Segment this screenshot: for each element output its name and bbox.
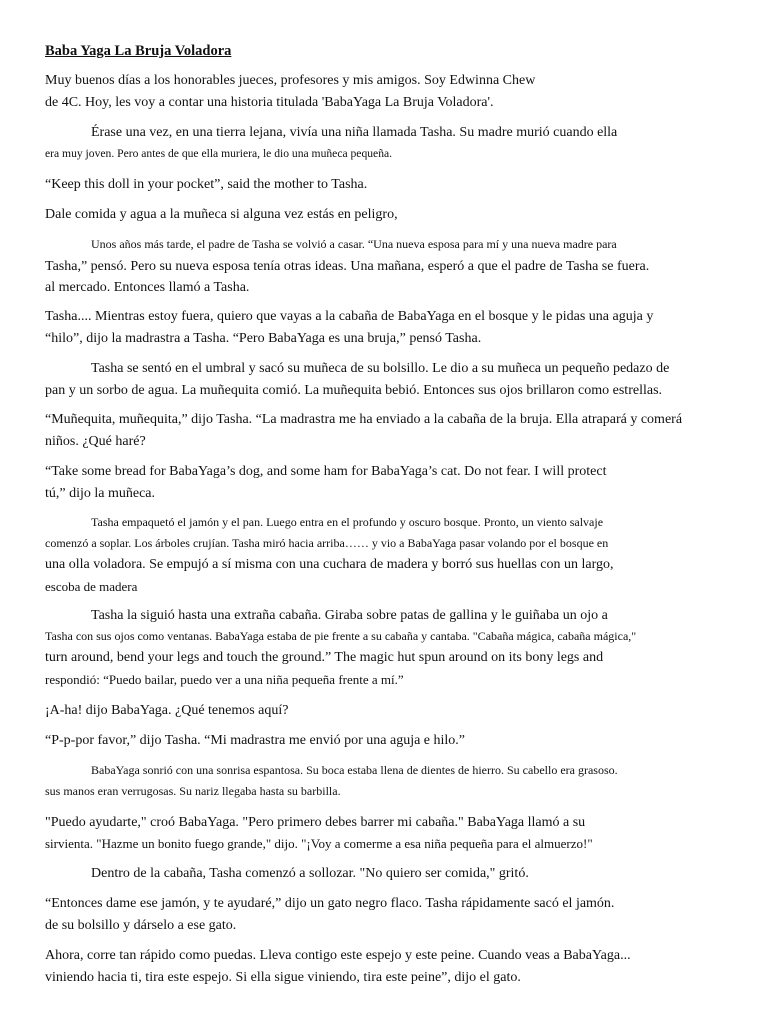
- text-line: “P-p-por favor,” dijo Tasha. “Mi madrastra me envió por una aguja e hilo.”: [45, 733, 466, 748]
- text-line: de su bolsillo y dárselo a ese gato.: [45, 918, 237, 933]
- text-line: Tasha la siguió hasta una extraña cabaña. Giraba sobre patas de gallina y le guiñaba un ojo a: [91, 608, 608, 623]
- text-line: "Puedo ayudarte," croó BabaYaga. "Pero primero debes barrer mi cabaña." BabaYaga llamó a su: [45, 815, 586, 830]
- text-line: viniendo hacia ti, tira este espejo. Si ella sigue viniendo, tira este peine”, dijo el gato.: [45, 970, 521, 985]
- text-line: “hilo”, dijo la madrastra a Tasha. “Pero BabaYaga es una bruja,” pensó Tasha.: [45, 331, 482, 346]
- text-line: tú,” dijo la muñeca.: [45, 486, 156, 501]
- text-line: “Keep this doll in your pocket”, said the mother to Tasha.: [45, 177, 368, 192]
- text-line: de 4C. Hoy, les voy a contar una historia titulada 'BabaYaga La Bruja Voladora'.: [45, 95, 494, 110]
- text-line: escoba de madera: [45, 579, 138, 594]
- text-line: BabaYaga sonrió con una sonrisa espantosa. Su boca estaba llena de dientes de hierro. Su cabello era grasoso.: [91, 763, 618, 777]
- text-line: una olla voladora. Se empujó a sí misma con una cuchara de madera y borró sus huellas con un largo,: [45, 557, 614, 572]
- text-line: Unos años más tarde, el padre de Tasha se volvió a casar. “Una nueva esposa para mí y una nueva madre para: [91, 237, 617, 251]
- text-line: al mercado. Entonces llamó a Tasha.: [45, 280, 250, 295]
- text-line: sirvienta. "Hazme un bonito fuego grande," dijo. "¡Voy a comerme a esa niña pequeña para el almuerzo!": [45, 836, 593, 851]
- text-line: turn around, bend your legs and touch the ground.” The magic hut spun around on its bony legs and: [45, 650, 604, 665]
- text-line: Tasha se sentó en el umbral y sacó su muñeca de su bolsillo. Le dio a su muñeca un pequeño pedazo de: [91, 361, 670, 376]
- text-line: pan y un sorbo de agua. La muñequita comió. La muñequita bebió. Entonces sus ojos brillaron como estrellas.: [45, 383, 663, 398]
- text-line: Muy buenos días a los honorables jueces, profesores y mis amigos. Soy Edwinna Chew: [45, 73, 536, 88]
- text-line: Tasha con sus ojos como ventanas. BabaYaga estaba de pie frente a su cabaña y cantaba. "Cabaña mágica, cabaña mágica,": [45, 629, 637, 643]
- text-line: Tasha,” pensó. Pero su nueva esposa tenía otras ideas. Una mañana, esperó a que el padre de Tasha se fuera.: [45, 259, 650, 274]
- text-line: sus manos eran verrugosas. Su nariz llegaba hasta su barbilla.: [45, 784, 341, 798]
- text-line: Dentro de la cabaña, Tasha comenzó a sollozar. "No quiero ser comida," gritó.: [91, 866, 529, 881]
- text-line: niños. ¿Qué haré?: [45, 434, 146, 449]
- text-line: respondió: “Puedo bailar, puedo ver a una niña pequeña frente a mí.”: [45, 672, 404, 687]
- text-line: comenzó a soplar. Los árboles crujían. Tasha miró hacia arriba…… y vio a BabaYaga pasar volando por el bosque en: [45, 536, 609, 550]
- text-line: Dale comida y agua a la muñeca si alguna vez estás en peligro,: [45, 207, 398, 222]
- text-line: “Entonces dame ese jamón, y te ayudaré,” dijo un gato negro flaco. Tasha rápidamente sacó el jamón.: [45, 896, 615, 911]
- text-line: “Muñequita, muñequita,” dijo Tasha. “La madrastra me ha enviado a la cabaña de la bruja. Ella atrapará y comerá: [45, 412, 683, 427]
- text-line: Ahora, corre tan rápido como puedas. Lleva contigo este espejo y este peine. Cuando veas a BabaYaga...: [45, 948, 631, 963]
- text-line: “Take some bread for BabaYaga’s dog, and some ham for BabaYaga’s cat. Do not fear. I will protect: [45, 464, 607, 479]
- text-line: Tasha empaquetó el jamón y el pan. Luego entra en el profundo y oscuro bosque. Pronto, un viento salvaje: [91, 515, 604, 529]
- text-line: Érase una vez, en una tierra lejana, vivía una niña llamada Tasha. Su madre murió cuando ella: [91, 125, 618, 140]
- document-title: Baba Yaga La Bruja Voladora: [45, 43, 232, 59]
- text-line: era muy joven. Pero antes de que ella muriera, le dio una muñeca pequeña.: [45, 147, 393, 160]
- text-line: Tasha.... Mientras estoy fuera, quiero que vayas a la cabaña de BabaYaga en el bosque y le pidas una aguja y: [45, 309, 654, 324]
- text-line: ¡A-ha! dijo BabaYaga. ¿Qué tenemos aquí?: [45, 703, 289, 718]
